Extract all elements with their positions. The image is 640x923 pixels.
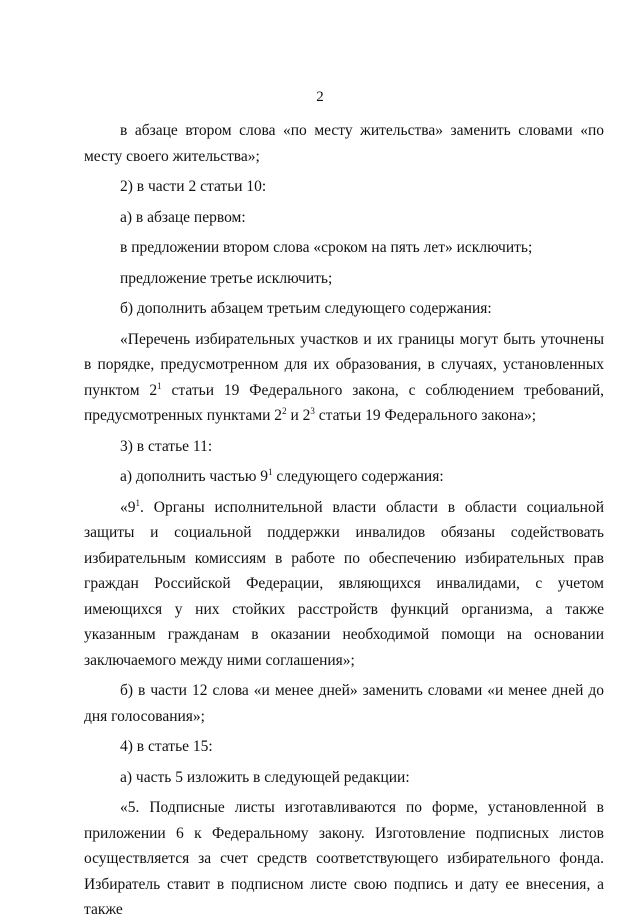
- paragraph-text: б) дополнить абзацем третьим следующего содержания:: [120, 300, 492, 317]
- paragraph-text: статьи 19 Федерального закона, с соблюдением требований, предусмотренных пунктами 2: [84, 381, 605, 424]
- paragraph-text: «Перечень избирательных участков и их границы могут быть уточнены в порядке, предусмотренном для их образования, в случаях, установленных пунктом 2: [84, 330, 604, 399]
- paragraph-text: 4) в статье 15:: [120, 738, 213, 755]
- paragraph-text: . Органы исполнительной власти области в области социальной защиты и социальной поддержки инвалидов обязаны содействовать избирательным комиссиям в работе по обеспечению избирательных прав граждан Российской Федерации, являющихся инвалидами, с учетом имеющихся у них стойких расстройств функций организма, а также указанным гражданам в оказании необходимой помощи на основании заключаемого между ними соглашения»;: [84, 498, 604, 669]
- superscript: 1: [135, 497, 140, 508]
- paragraph: [84, 434, 604, 460]
- paragraph-text: б) в части 12 слова «и менее дней» заменить словами «и менее дней до дня голосования»;: [84, 682, 604, 725]
- paragraph: [84, 118, 604, 169]
- paragraph-text: статьи 19 Федерального закона»;: [314, 407, 537, 424]
- paragraph: [84, 235, 604, 261]
- superscript: 3: [310, 405, 315, 416]
- paragraph-text: а) в абзаце первом:: [120, 208, 246, 226]
- paragraph-text: в предложении втором слова «сроком на пять лет» исключить;: [120, 239, 533, 256]
- superscript: 1: [268, 466, 273, 477]
- paragraph-text: а) дополнить частью 9: [120, 468, 269, 485]
- paragraph: [84, 205, 604, 231]
- paragraph-text: следующего содержания:: [272, 468, 444, 485]
- paragraph: [84, 174, 604, 200]
- paragraph: [84, 734, 604, 760]
- paragraph: [84, 495, 604, 674]
- paragraph: [84, 795, 604, 923]
- superscript: 2: [282, 405, 287, 416]
- paragraph-text: 2) в части 2 статьи 10:: [120, 178, 267, 195]
- paragraph: [84, 678, 604, 729]
- paragraph-text: 3) в статье 11:: [120, 437, 213, 455]
- document-body: [84, 118, 604, 923]
- paragraph-text: в абзаце втором слова «по месту жительства» заменить словами «по месту своего жительства»;: [84, 122, 604, 165]
- paragraph-text: и 2: [286, 407, 311, 424]
- page-number: 2: [316, 89, 324, 105]
- paragraph: [84, 327, 604, 429]
- paragraph-text: предложение третье исключить;: [120, 269, 333, 287]
- paragraph: [84, 296, 604, 322]
- paragraph: [84, 266, 604, 292]
- paragraph: [84, 765, 604, 791]
- paragraph-text: «9: [120, 498, 136, 516]
- paragraph-text: «5. Подписные листы изготавливаются по форме, установленной в приложении 6 к Федеральному закону. Изготовление подписных листов осуществляется за счет средств соответствующего избирательного фонда. Избиратель ставит в подписном листе свою подпись и дату ее внесения, а также: [84, 799, 604, 918]
- paragraph-text: а) часть 5 изложить в следующей редакции:: [120, 768, 410, 786]
- paragraph: [84, 464, 604, 490]
- superscript: 1: [157, 380, 162, 391]
